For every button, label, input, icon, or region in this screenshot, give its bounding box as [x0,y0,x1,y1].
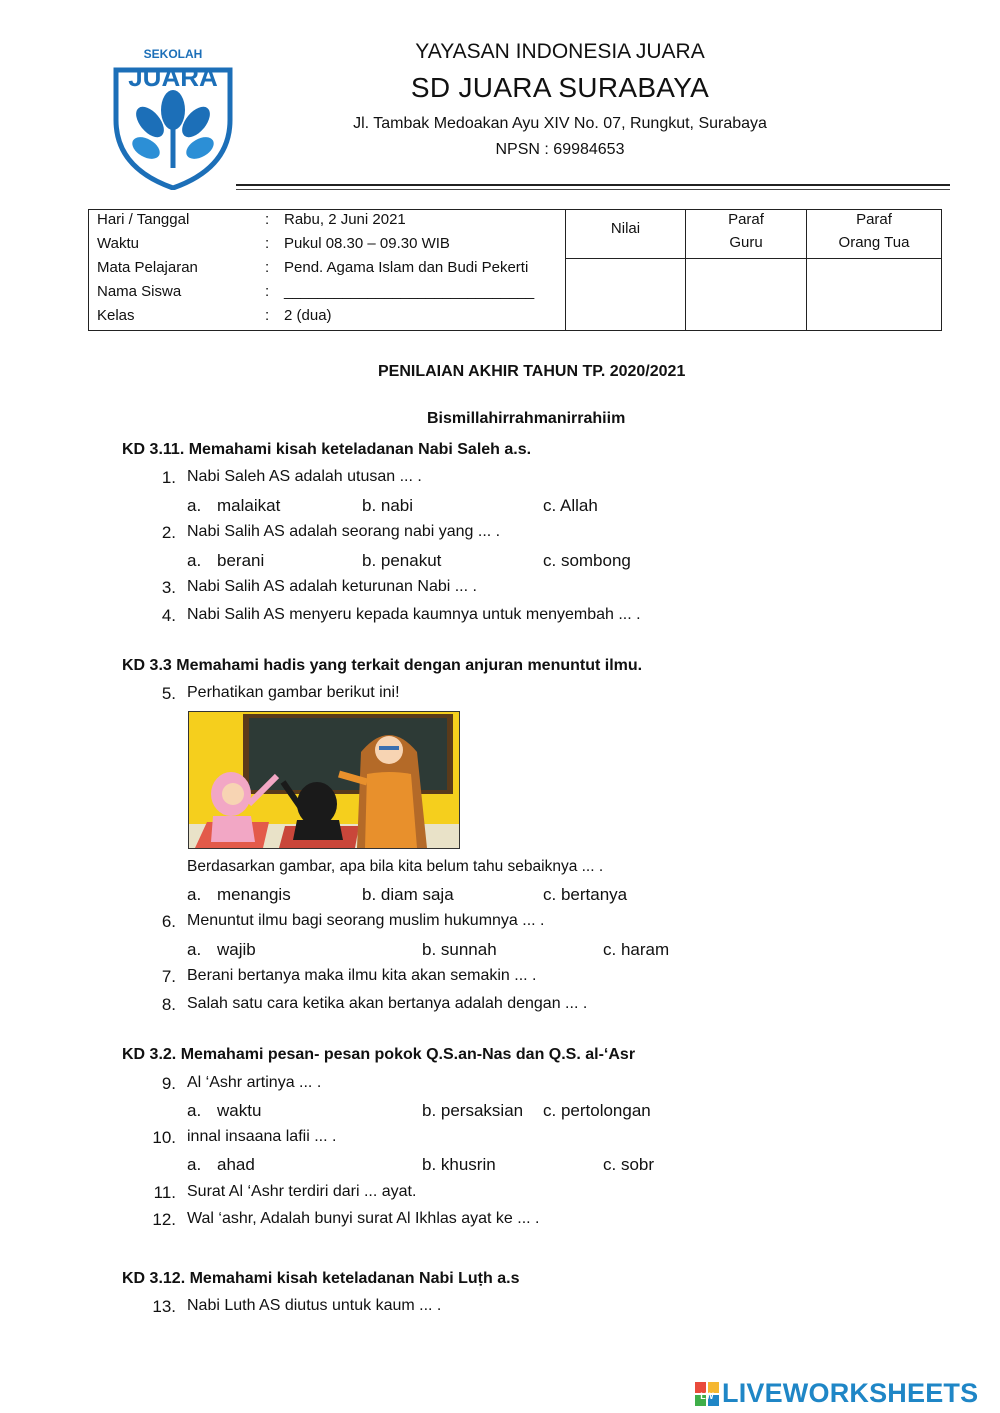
info-colon: : [265,259,270,276]
question-number: 13. [152,1297,176,1316]
school-npsn: NPSN : 69984653 [495,141,625,158]
logo-caption: SEKOLAH [143,47,203,61]
section-heading: KD 3.11. Memahami kisah keteladanan Nabi Saleh a.s. [122,441,532,458]
paraf-ortu-line2: Orang Tua [838,234,910,251]
question-text: Menuntut ilmu bagi seorang muslim hukumnya ... . [187,912,545,929]
school-address: Jl. Tambak Medoakan Ayu XIV No. 07, Rungkut, Surabaya [353,115,767,132]
paraf-ortu-header [807,208,941,254]
question-number: 2. [161,523,176,542]
info-colon: : [265,235,270,252]
option-a[interactable] [187,885,291,905]
section-heading: KD 3.3 Memahami hadis yang terkait dengan anjuran menuntut ilmu. [122,657,643,674]
header-divider-thin [236,189,950,190]
nilai-header: Nilai [610,220,641,237]
question-number: 10. [152,1128,176,1147]
question-text: innal insaana lafii ... . [187,1128,337,1145]
option-letter: a. [187,496,202,515]
paraf-ortu-line1: Paraf [856,211,892,228]
question-text: Nabi Salih AS adalah seorang nabi yang ... . [187,523,501,540]
foundation-name: YAYASAN INDONESIA JUARA [415,40,705,63]
school-logo [108,40,238,190]
question-number: 7. [161,967,176,986]
paraf-guru-line1: Paraf [728,211,764,228]
question-number: 12. [152,1210,176,1229]
school-name: SD JUARA SURABAYA [410,72,710,103]
question-number: 5. [161,684,176,703]
option-c[interactable]: c. sobr [603,1155,655,1174]
option-c[interactable]: c. pertolongan [543,1101,651,1120]
liveworksheets-logo[interactable] [695,1378,978,1406]
section-heading: KD 3.12. Memahami kisah keteladanan Nabi Luṭh a.s [122,1270,520,1287]
option-letter: a. [187,1155,202,1174]
section-heading: KD 3.2. Memahami pesan- pesan pokok Q.S.an-Nas dan Q.S. al-‘Asr [122,1046,636,1063]
info-label: Hari / Tanggal [97,211,190,228]
info-value: Pend. Agama Islam dan Budi Pekerti [284,259,529,276]
question-number: 11. [153,1183,176,1202]
liveworksheets-wordmark: LIVEWORKSHEETS [722,1378,979,1408]
info-label: Kelas [97,307,135,324]
question-number: 3. [161,578,176,597]
option-text: menangis [217,885,291,904]
question-number: 4. [161,606,176,625]
info-value: Rabu, 2 Juni 2021 [284,211,406,228]
liveworksheets-icon [695,1382,719,1406]
option-c[interactable]: c. haram [603,940,670,959]
badge-text: LW [700,1390,714,1401]
option-letter: a. [187,551,202,570]
basmalah: Bismillahirrahmanirrahiim [427,410,626,427]
exam-info-table [88,209,942,331]
info-colon: : [265,211,270,228]
option-a[interactable] [187,551,264,571]
option-b[interactable]: b. sunnah [422,940,497,959]
option-c[interactable]: c. bertanya [543,885,628,904]
question-number: 6. [161,912,176,931]
info-label: Nama Siswa [97,283,182,300]
option-a[interactable] [187,1101,261,1121]
option-letter: a. [187,940,202,959]
option-b[interactable]: b. nabi [362,496,414,515]
info-label: Mata Pelajaran [97,259,198,276]
option-b[interactable]: b. persaksian [422,1101,524,1120]
option-text: malaikat [217,496,281,515]
paraf-guru-line2: Guru [729,234,763,251]
question-text: Nabi Salih AS adalah keturunan Nabi ... . [187,578,477,595]
question-text: Nabi Luth AS diutus untuk kaum ... . [187,1297,442,1314]
option-letter: a. [187,1101,202,1120]
info-colon: : [265,283,270,300]
info-label: Waktu [97,235,139,252]
option-a[interactable] [187,1155,255,1175]
student-name-blank[interactable]: ______________________________ [284,283,535,300]
exam-title: PENILAIAN AKHIR TAHUN TP. 2020/2021 [378,363,686,380]
option-text: berani [217,551,265,570]
option-text: wajib [217,940,256,959]
question-number: 8. [161,995,176,1014]
info-value: Pukul 08.30 – 09.30 WIB [284,235,450,252]
option-c[interactable]: c. Allah [543,496,598,515]
paraf-guru-header [686,208,806,254]
question-number: 1. [161,468,176,487]
question-text: Nabi Salih AS menyeru kepada kaumnya untuk menyembah ... . [187,606,641,623]
option-c[interactable]: c. sombong [543,551,631,570]
option-b[interactable]: b. khusrin [422,1155,496,1174]
question-text: Surat Al ‘Ashr terdiri dari ... ayat. [187,1183,417,1200]
question-text: Al ‘Ashr artinya ... . [187,1074,322,1091]
question-text: Berdasarkan gambar, apa bila kita belum tahu sebaiknya ... . [187,858,604,875]
option-a[interactable] [187,940,256,960]
option-text: ahad [217,1155,255,1174]
logo-wordmark: JUARA [128,62,218,92]
question-text: Perhatikan gambar berikut ini! [187,684,400,701]
question-text: Salah satu cara ketika akan bertanya adalah dengan ... . [187,995,588,1012]
info-value: 2 (dua) [284,307,332,324]
info-colon: : [265,307,270,324]
question-text: Wal ‘ashr, Adalah bunyi surat Al Ikhlas ayat ke ... . [187,1210,540,1227]
question-text: Berani bertanya maka ilmu kita akan semakin ... . [187,967,537,984]
question-text: Nabi Saleh AS adalah utusan ... . [187,468,422,485]
question-number: 9. [161,1074,176,1093]
option-text: waktu [217,1101,262,1120]
header-divider [236,184,950,186]
option-b[interactable]: b. diam saja [362,885,454,904]
option-a[interactable] [187,496,280,516]
option-b[interactable]: b. penakut [362,551,442,570]
option-letter: a. [187,885,202,904]
classroom-illustration [188,711,460,849]
table-divider [565,258,941,259]
